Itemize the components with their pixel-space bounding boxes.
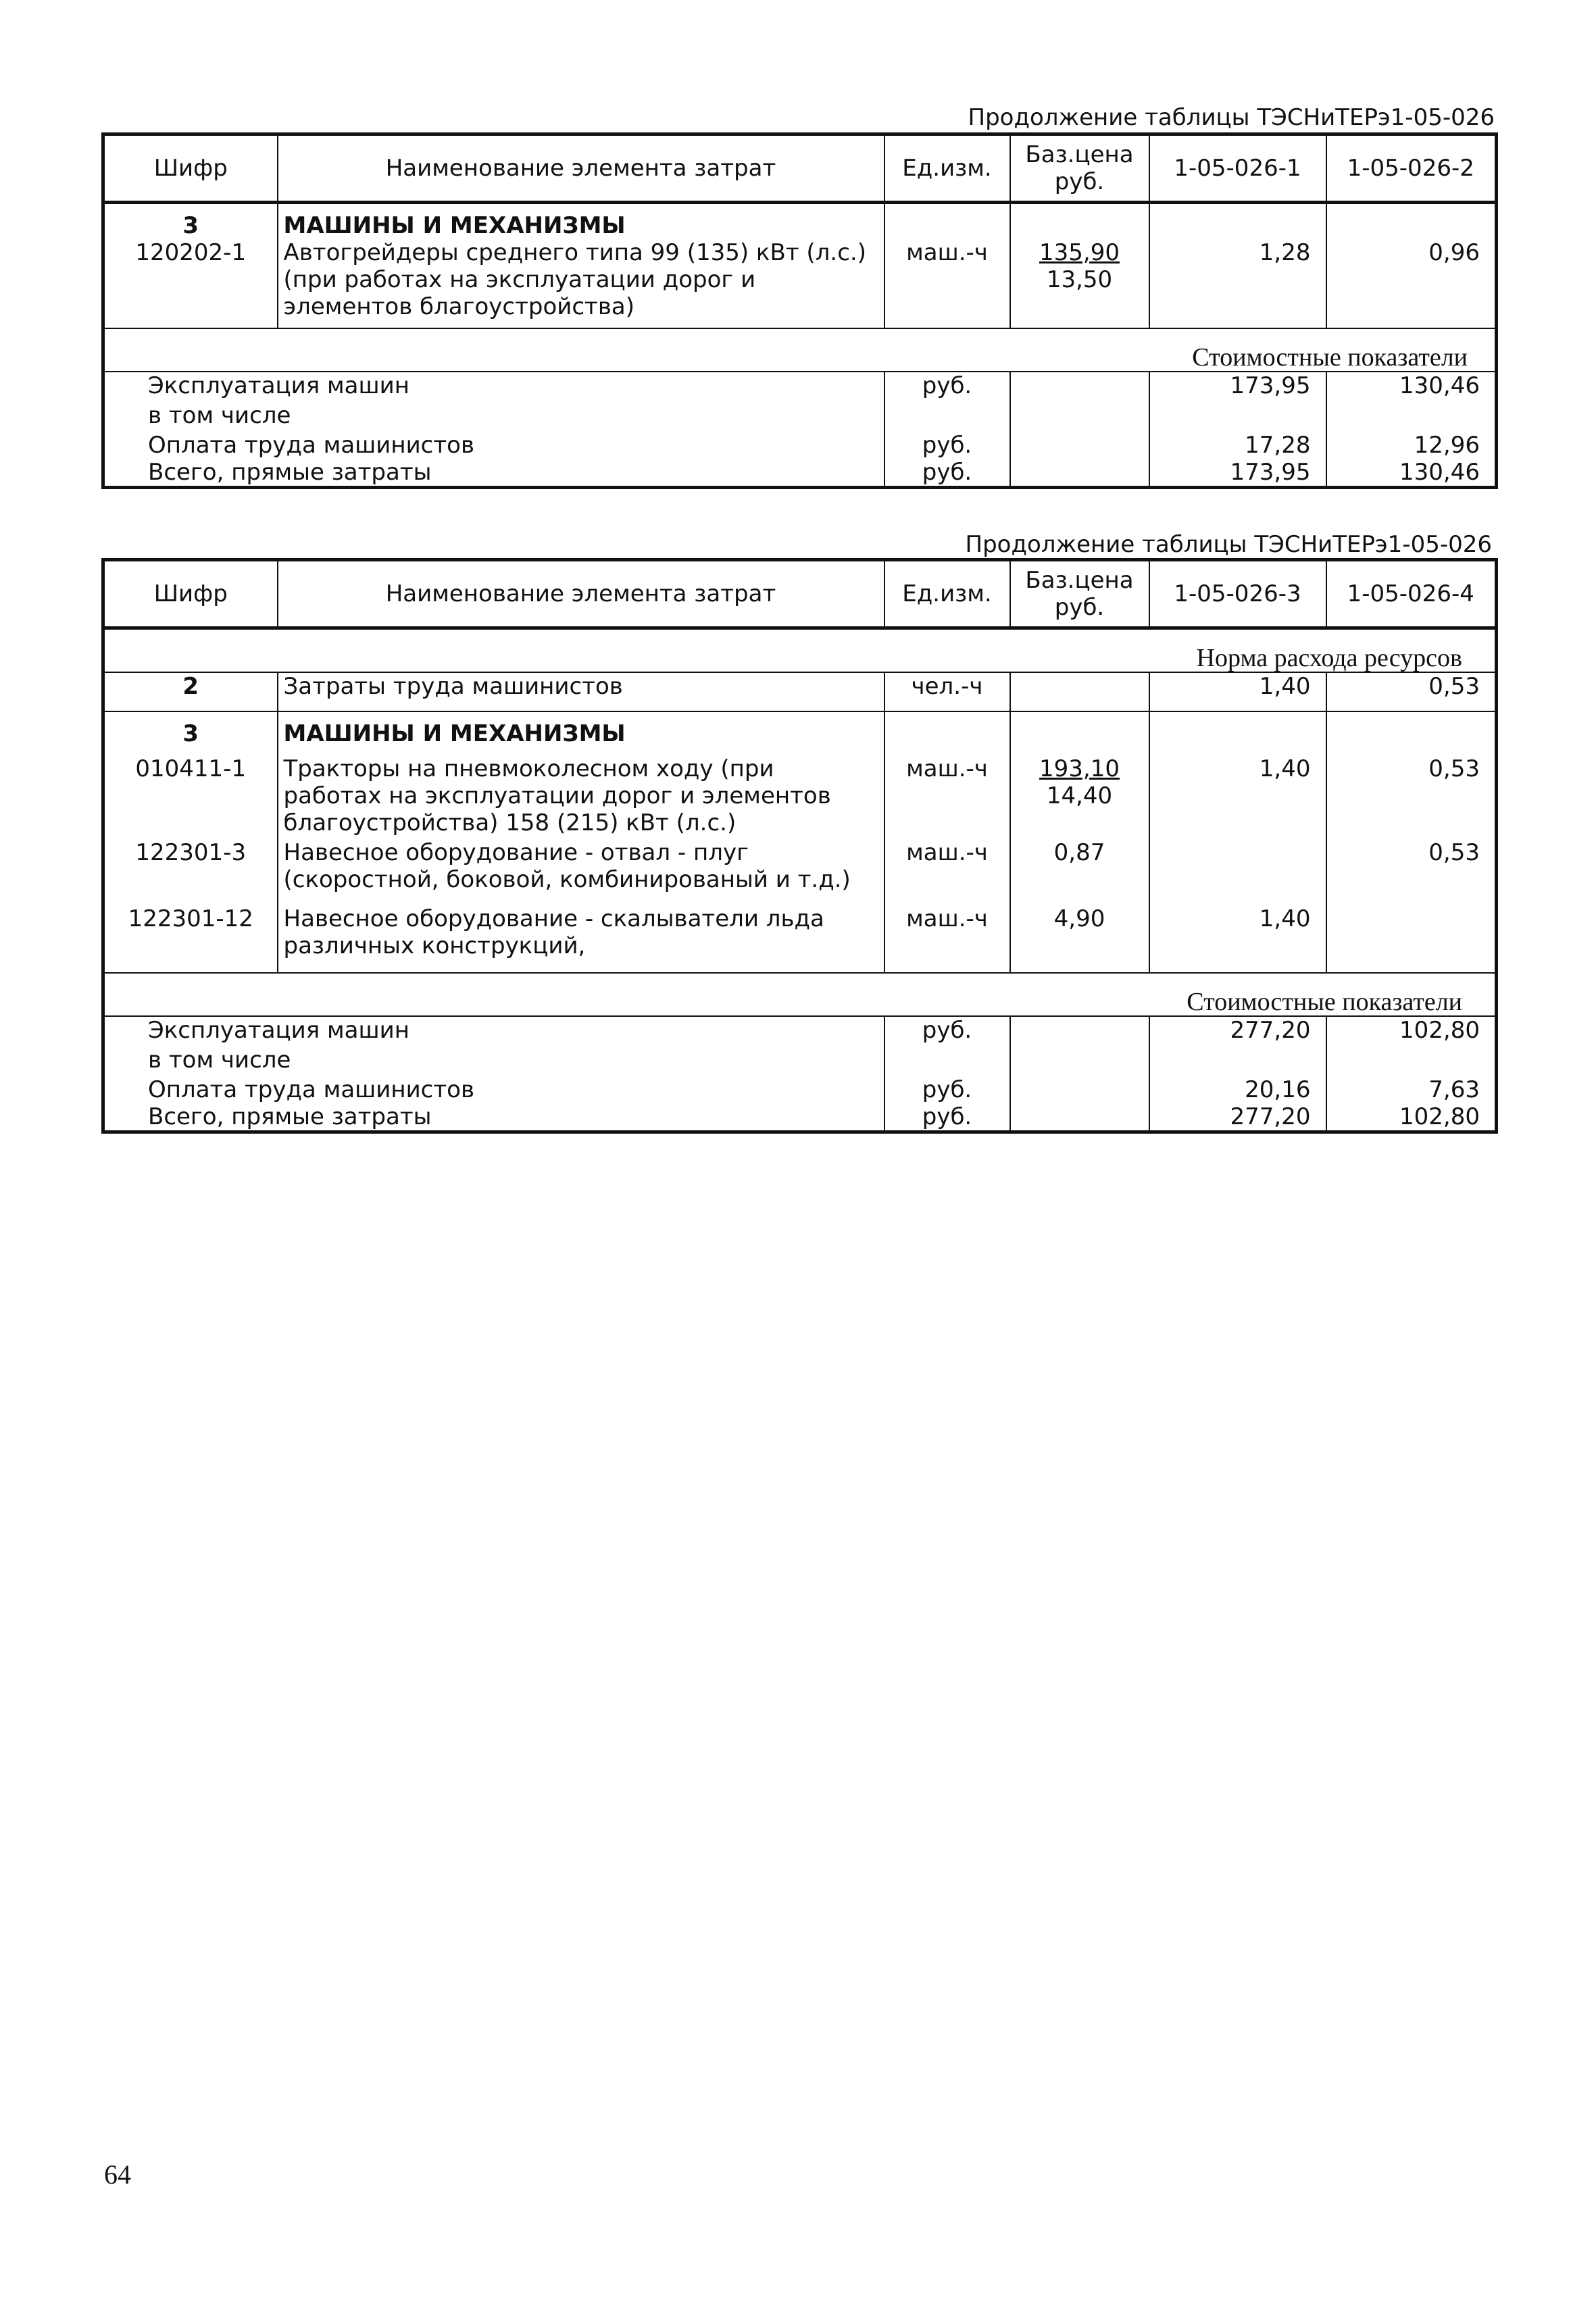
row-price: 0,87 [1010, 839, 1149, 905]
header-name: Наименование элемента затрат [278, 134, 884, 203]
header-col-1: 1-05-026-3 [1149, 560, 1326, 628]
totals-value-1: 277,20 [1149, 1016, 1326, 1044]
price-bottom: 13,50 [1046, 266, 1113, 293]
totals-label: в том числе [103, 1044, 884, 1074]
row-value-2 [1326, 905, 1497, 973]
row-value-1: 1,28 [1149, 239, 1326, 328]
row-unit: маш.-ч [884, 839, 1010, 905]
row-unit: маш.-ч [884, 747, 1010, 839]
totals-label: Эксплуатация машин [103, 1016, 884, 1044]
band-title: Стоимостные показатели [103, 328, 1497, 372]
row-value-2: 0,53 [1326, 839, 1497, 905]
row-code: 010411-1 [103, 747, 278, 839]
totals-row [103, 1074, 1497, 1103]
row-price: 4,90 [1010, 905, 1149, 973]
totals-unit: руб. [884, 459, 1010, 488]
totals-value-1: 173,95 [1149, 372, 1326, 399]
labor-unit: чел.-ч [884, 672, 1010, 711]
section-code: 3 [103, 203, 278, 240]
band-row [103, 628, 1497, 673]
labor-code: 2 [103, 672, 278, 711]
totals-row [103, 1016, 1497, 1044]
totals-row [103, 399, 1497, 429]
table-row [103, 905, 1497, 973]
band-row [103, 328, 1497, 372]
row-code: 120202-1 [103, 239, 278, 328]
totals-unit: руб. [884, 429, 1010, 459]
band-row [103, 973, 1497, 1016]
section-row [103, 711, 1497, 747]
header-price: Баз.цена руб. [1010, 560, 1149, 628]
section-row [103, 203, 1497, 240]
band-title: Норма расхода ресурсов [103, 628, 1497, 673]
totals-unit: руб. [884, 1103, 1010, 1132]
row-value-1 [1149, 839, 1326, 905]
totals-row [103, 1103, 1497, 1132]
totals-value-1: 277,20 [1149, 1103, 1326, 1132]
totals-row [103, 1044, 1497, 1074]
row-value-1: 1,40 [1149, 747, 1326, 839]
row-unit: маш.-ч [884, 905, 1010, 973]
table-2-caption: Продолжение таблицы ТЭСНиТЕРэ1-05-026 [965, 531, 1492, 558]
totals-label: Всего, прямые затраты [103, 1103, 884, 1132]
totals-value-2: 130,46 [1326, 459, 1497, 488]
price-top: 135,90 [1039, 239, 1120, 266]
table-1-header-row [103, 134, 1497, 203]
row-name: Навесное оборудование - отвал - плуг (скоростной, боковой, комбинированый и т.д.) [278, 839, 884, 905]
table-1 [101, 132, 1498, 489]
totals-value-2: 102,80 [1326, 1103, 1497, 1132]
totals-value-2: 7,63 [1326, 1074, 1497, 1103]
totals-value-1: 173,95 [1149, 459, 1326, 488]
row-value-1: 1,40 [1149, 905, 1326, 973]
totals-unit: руб. [884, 372, 1010, 399]
header-unit: Ед.изм. [884, 560, 1010, 628]
price-top: 193,10 [1039, 755, 1120, 782]
labor-name: Затраты труда машинистов [278, 672, 884, 711]
totals-value-1: 20,16 [1149, 1074, 1326, 1103]
table-2 [101, 558, 1498, 1134]
totals-label: в том числе [103, 399, 884, 429]
header-price: Баз.цена руб. [1010, 134, 1149, 203]
row-value-2: 0,96 [1326, 239, 1497, 328]
price-bottom: 14,40 [1046, 782, 1113, 809]
totals-value-2: 102,80 [1326, 1016, 1497, 1044]
totals-unit: руб. [884, 1016, 1010, 1044]
table-row [103, 747, 1497, 839]
row-value-2: 0,53 [1326, 747, 1497, 839]
header-name: Наименование элемента затрат [278, 560, 884, 628]
labor-value-1: 1,40 [1149, 672, 1326, 711]
header-col-2: 1-05-026-2 [1326, 134, 1497, 203]
section-code: 3 [103, 711, 278, 747]
header-col-1: 1-05-026-1 [1149, 134, 1326, 203]
totals-label: Эксплуатация машин [103, 372, 884, 399]
page-number: 64 [104, 2159, 131, 2190]
totals-label: Всего, прямые затраты [103, 459, 884, 488]
totals-label: Оплата труда машинистов [103, 1074, 884, 1103]
row-price [1010, 239, 1149, 328]
row-price [1010, 747, 1149, 839]
totals-value-2: 12,96 [1326, 429, 1497, 459]
row-name: Тракторы на пневмоколесном ходу (при работах на эксплуатации дорог и элементов благоустройства) 158 (215) кВт (л.с.) [278, 747, 884, 839]
header-col-2: 1-05-026-4 [1326, 560, 1497, 628]
table-2-header-row [103, 560, 1497, 628]
row-code: 122301-12 [103, 905, 278, 973]
row-name: Автогрейдеры среднего типа 99 (135) кВт (л.с.) (при работах на эксплуатации дорог и элементов благоустройства) [278, 239, 884, 328]
table-row [103, 239, 1497, 328]
totals-label: Оплата труда машинистов [103, 429, 884, 459]
labor-row [103, 672, 1497, 711]
totals-row [103, 429, 1497, 459]
row-unit: маш.-ч [884, 239, 1010, 328]
section-title: МАШИНЫ И МЕХАНИЗМЫ [278, 203, 884, 240]
table-row [103, 839, 1497, 905]
labor-value-2: 0,53 [1326, 672, 1497, 711]
section-title: МАШИНЫ И МЕХАНИЗМЫ [278, 711, 884, 747]
totals-value-2: 130,46 [1326, 372, 1497, 399]
totals-value-1: 17,28 [1149, 429, 1326, 459]
header-unit: Ед.изм. [884, 134, 1010, 203]
totals-row [103, 372, 1497, 399]
band-title: Стоимостные показатели [103, 973, 1497, 1016]
totals-unit: руб. [884, 1074, 1010, 1103]
row-name: Навесное оборудование - скалыватели льда различных конструкций, [278, 905, 884, 973]
header-code: Шифр [103, 560, 278, 628]
table-1-caption: Продолжение таблицы ТЭСНиТЕРэ1-05-026 [968, 104, 1495, 131]
header-code: Шифр [103, 134, 278, 203]
row-code: 122301-3 [103, 839, 278, 905]
totals-row [103, 459, 1497, 488]
